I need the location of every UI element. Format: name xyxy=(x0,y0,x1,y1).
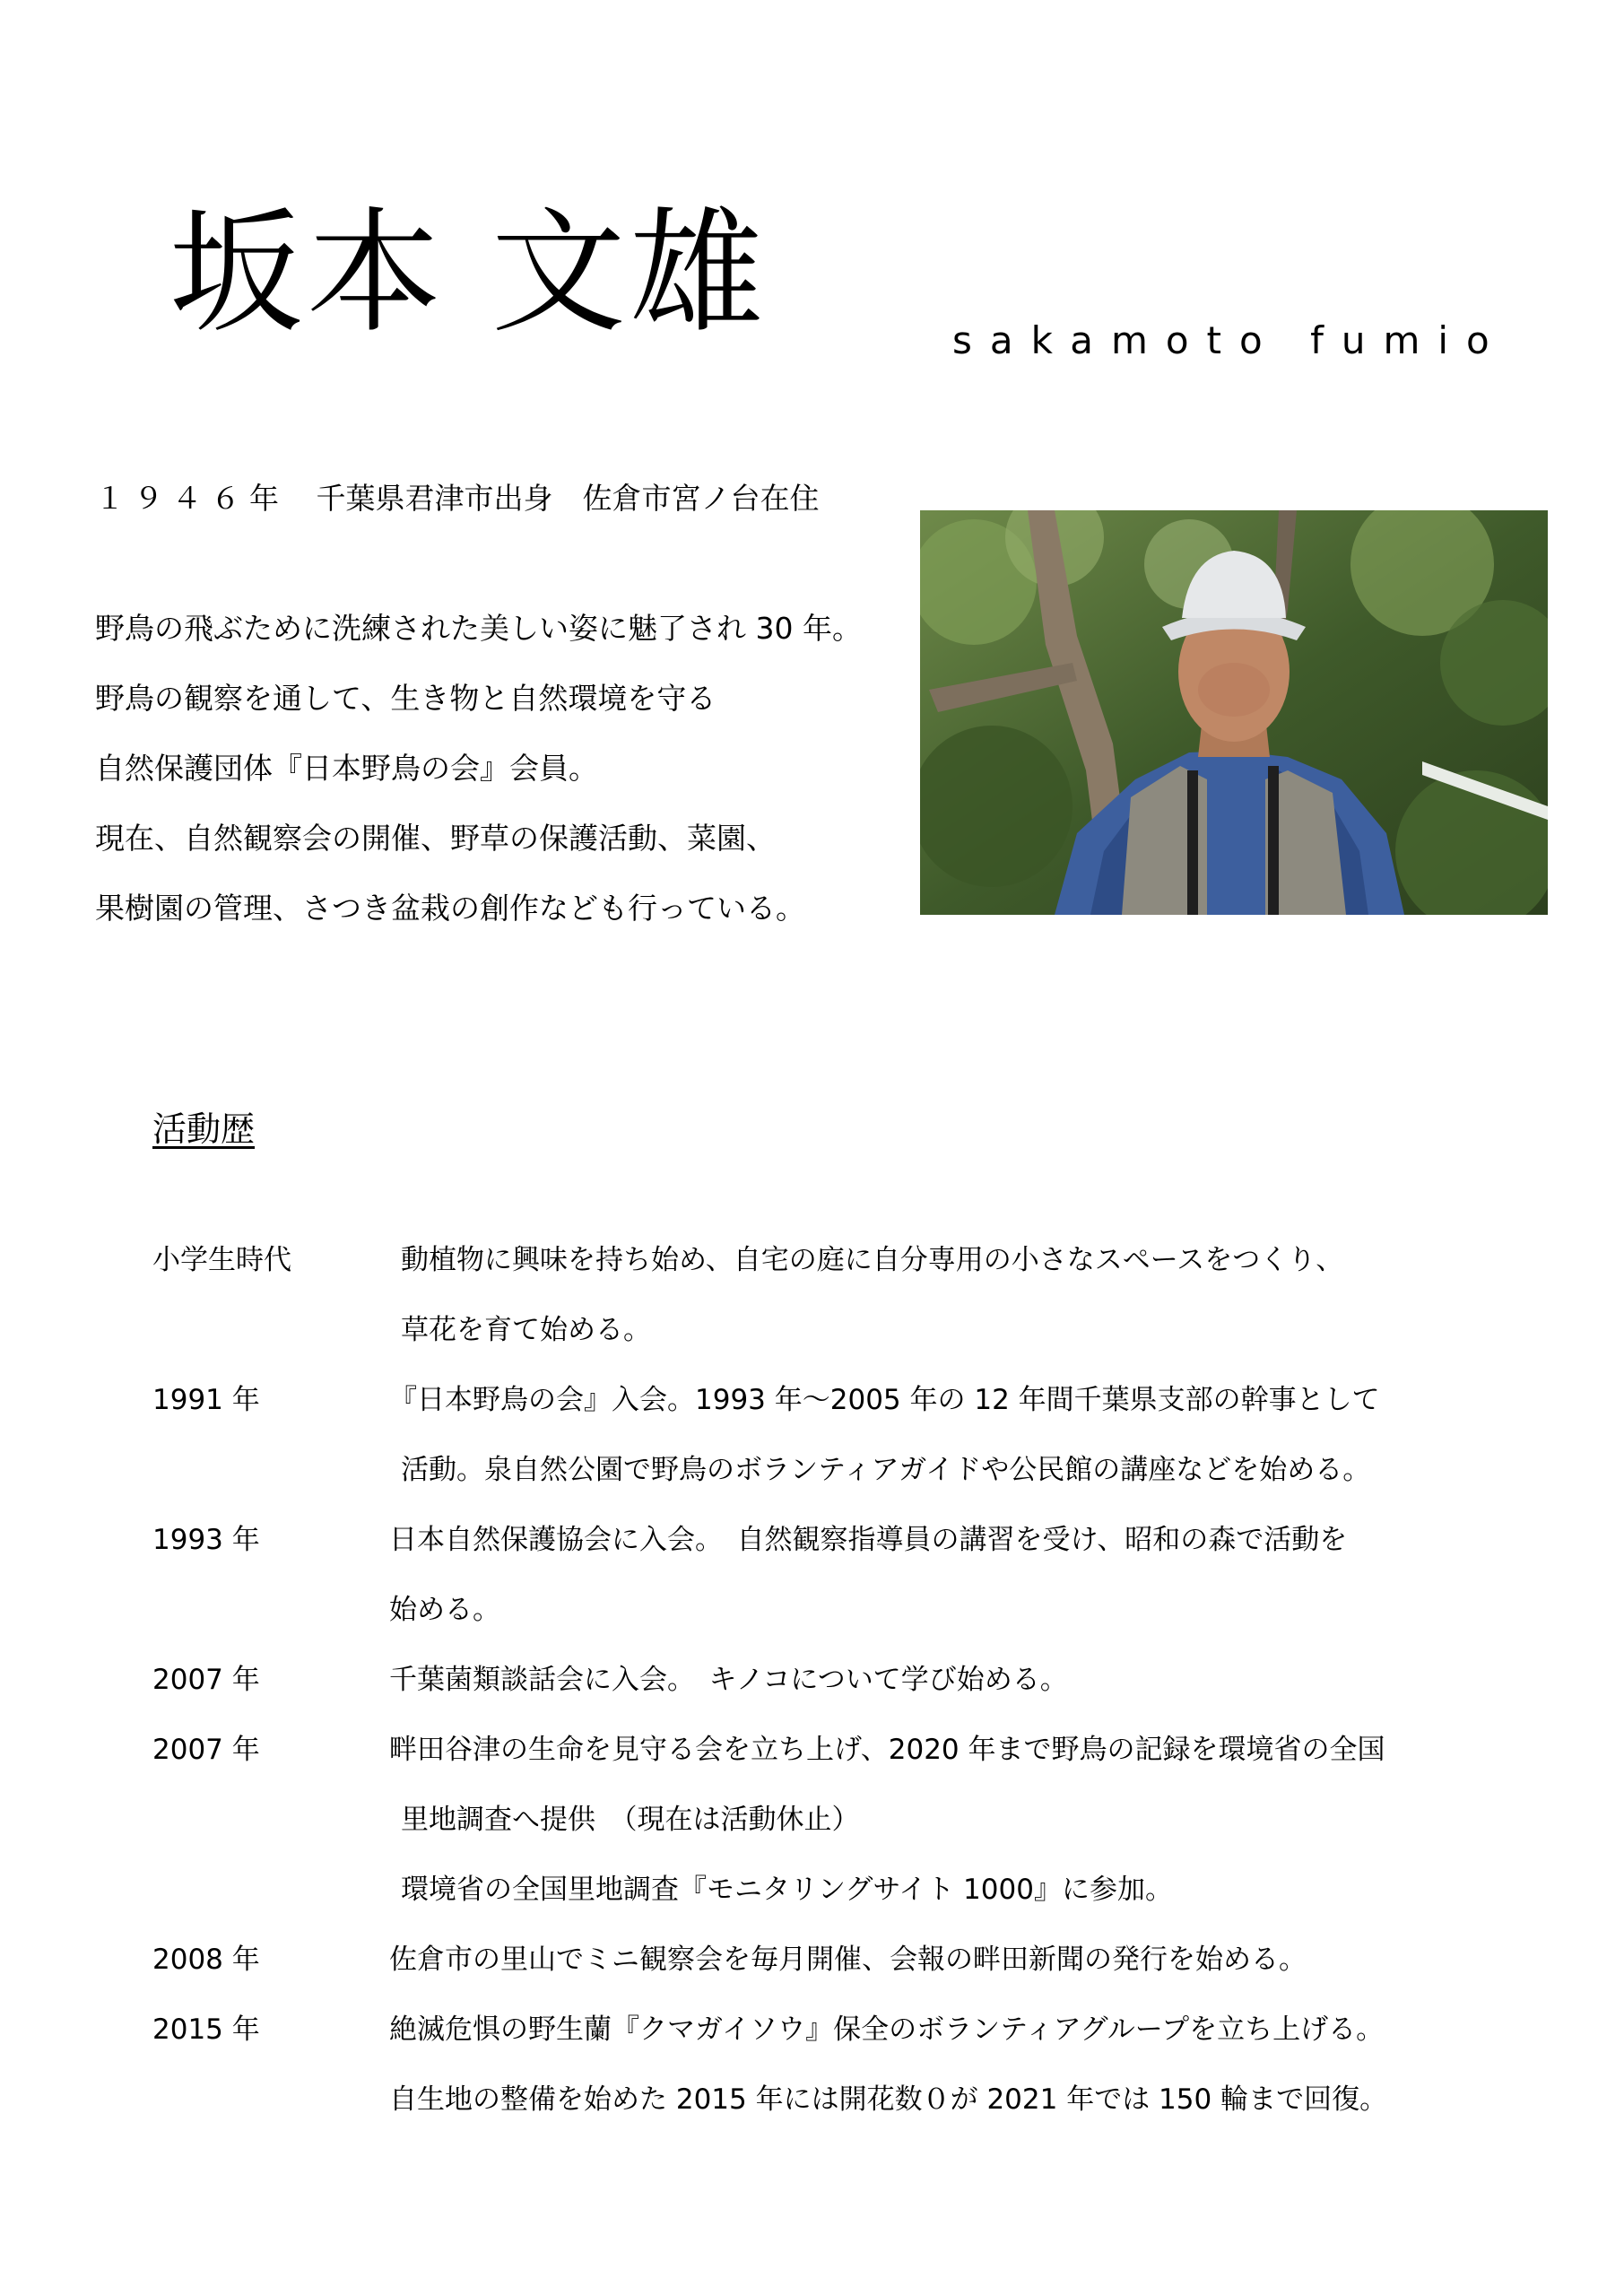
intro-paragraph xyxy=(95,608,902,958)
name-kanji: 坂本 文雄 xyxy=(169,196,768,352)
history-text: 佐倉市の里山でミニ観察会を毎月開催、会報の畔田新聞の発行を始める。 xyxy=(389,1944,1307,1976)
history-text: 畔田谷津の生命を見守る会を立ち上げ、2020 年まで野鳥の記録を環境省の全国 xyxy=(389,1734,1385,1766)
history-row xyxy=(152,1939,1515,2009)
history-text: 千葉菌類談話会に入会。 キノコについて学び始める。 xyxy=(389,1664,1068,1696)
history-row xyxy=(152,1239,1515,1309)
history-text: 活動。泉自然公園で野鳥のボランティアガイドや公民館の講座などを始める。 xyxy=(401,1454,1371,1486)
history-row xyxy=(152,1589,1515,1659)
portrait-photo xyxy=(920,510,1548,915)
history-heading: 活動歴 xyxy=(152,1109,256,1149)
name-romaji: sakamoto fumio xyxy=(952,318,1507,362)
history-year: 1991 年 xyxy=(152,1384,260,1416)
history-year: 2007 年 xyxy=(152,1734,260,1766)
history-text: 日本自然保護協会に入会。 自然観察指導員の講習を受け、昭和の森で活動を xyxy=(389,1524,1348,1556)
history-text: 里地調査へ提供 （現在は活動休止） xyxy=(401,1804,860,1836)
history-year: 1993 年 xyxy=(152,1524,260,1556)
history-row xyxy=(152,1799,1515,1869)
history-row xyxy=(152,1659,1515,1729)
history-text: 草花を育て始める。 xyxy=(401,1314,651,1346)
history-text: 動植物に興味を持ち始め、自宅の庭に自分専用の小さなスペースをつくり、 xyxy=(401,1244,1344,1276)
history-row xyxy=(152,1309,1515,1379)
intro-line: 果樹園の管理、さつき盆栽の創作なども行っている。 xyxy=(95,891,805,926)
intro-line: 自然保護団体『日本野鳥の会』会員。 xyxy=(95,751,598,786)
origin-text: 千葉県君津市出身 佐倉市宮ノ台在住 xyxy=(316,481,820,516)
history-row xyxy=(152,2079,1515,2149)
history-text: 『日本野鳥の会』入会。1993 年～2005 年の 12 年間千葉県支部の幹事として xyxy=(389,1384,1380,1416)
history-year: 2008 年 xyxy=(152,1944,260,1976)
history-text: 自生地の整備を始めた 2015 年には開花数０が 2021 年では 150 輪まで回復。 xyxy=(389,2083,1388,2116)
history-text: 絶滅危惧の野生蘭『クマガイソウ』保全のボランティアグループを立ち上げる。 xyxy=(389,2013,1385,2046)
history-year: 小学生時代 xyxy=(152,1244,291,1276)
history-row xyxy=(152,1379,1515,1449)
history-text: 環境省の全国里地調査『モニタリングサイト 1000』に参加。 xyxy=(401,1874,1173,1906)
intro-line: 現在、自然観察会の開催、野草の保護活動、菜園、 xyxy=(95,821,776,856)
history-year: 2015 年 xyxy=(152,2013,260,2046)
history-row xyxy=(152,2009,1515,2079)
intro-line: 野鳥の飛ぶために洗練された美しい姿に魅了され 30 年。 xyxy=(95,611,862,646)
history-row xyxy=(152,1729,1515,1799)
profile-origin xyxy=(95,475,819,517)
history-row xyxy=(152,1449,1515,1519)
history-row xyxy=(152,1869,1515,1939)
history-row xyxy=(152,1519,1515,1589)
history-list xyxy=(152,1239,1515,2149)
history-year: 2007 年 xyxy=(152,1664,260,1696)
history-text: 始める。 xyxy=(389,1594,500,1626)
intro-line: 野鳥の観察を通して、生き物と自然環境を守る xyxy=(95,681,716,716)
birth-year: １９４６年 xyxy=(95,481,288,516)
